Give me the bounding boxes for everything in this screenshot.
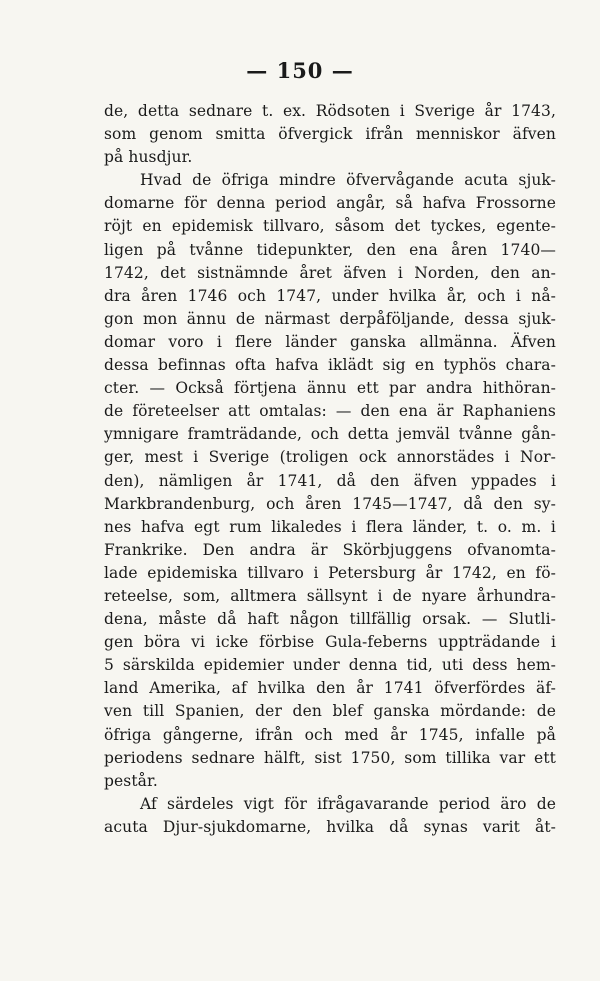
text-line: Hvad de öfriga mindre öfvervågande acuta sjuk- — [140, 171, 556, 190]
text-line: på husdjur. — [104, 148, 193, 167]
body-text — [104, 100, 556, 839]
text-line: Markbrandenburg, och åren 1745—1747, då den sy- — [104, 494, 556, 513]
text-line: röjt en epidemisk tillvaro, såsom det tyckes, egente- — [104, 217, 556, 236]
text-line: 1742, det sistnämnde året äfven i Norden, den an- — [104, 263, 556, 282]
text-line: land Amerika, af hvilka den år 1741 öfverfördes äf- — [104, 679, 556, 698]
text-line: 5 särskilda epidemier under denna tid, uti dess hem- — [104, 656, 556, 675]
text-line: gen böra vi icke förbise Gula-feberns uppträdande i — [104, 633, 556, 652]
text-line: nes hafva egt rum likaledes i flera länder, t. o. m. i — [104, 517, 556, 536]
text-line: domar voro i flere länder ganska allmänna. Äfven — [104, 332, 556, 351]
text-line: domarne för denna period angår, så hafva Frossorne — [104, 194, 556, 213]
text-line: Frankrike. Den andra är Skörbjuggens ofvanomta- — [104, 540, 556, 559]
text-line: dra åren 1746 och 1747, under hvilka år, och i nå- — [104, 286, 556, 305]
text-line: Af särdeles vigt för ifrågavarande period äro de — [140, 794, 556, 813]
text-line: de företeelser att omtalas: — den ena är Raphaniens — [104, 402, 556, 421]
text-line: som genom smitta öfvergick ifrån menniskor äfven — [104, 125, 556, 144]
text-line: periodens sednare hälft, sist 1750, som tillika var ett — [104, 748, 556, 767]
text-line: öfriga gångerne, ifrån och med år 1745, infalle på — [104, 725, 556, 744]
text-line: dessa befinnas ofta hafva iklädt sig en typhös chara- — [104, 356, 556, 375]
text-line: pestår. — [104, 771, 158, 790]
text-line: gon mon ännu de närmast derpåföljande, dessa sjuk- — [104, 309, 556, 328]
page-number: — 150 — — [246, 58, 354, 83]
text-line: acuta Djur-sjukdomarne, hvilka då synas varit åt- — [104, 817, 556, 836]
text-line: lade epidemiska tillvaro i Petersburg år 1742, en fö- — [104, 563, 556, 582]
text-line: den), nämligen år 1741, då den äfven yppades i — [104, 471, 556, 490]
text-line: ven till Spanien, der den blef ganska mördande: de — [104, 702, 556, 721]
text-line: ymnigare framträdande, och detta jemväl tvånne gån- — [104, 425, 556, 444]
text-line: ger, mest i Sverige (troligen ock annorstädes i Nor- — [104, 448, 556, 467]
text-line: dena, måste då haft någon tillfällig orsak. — Slutli- — [104, 610, 556, 629]
text-line: de, detta sednare t. ex. Rödsoten i Sverige år 1743, — [104, 102, 556, 120]
text-line: reteelse, som, alltmera sällsynt i de nyare århundra- — [104, 586, 556, 605]
text-line: cter. — Också förtjena ännu ett par andra hithöran- — [104, 379, 556, 398]
text-line: ligen på tvånne tidepunkter, den ena åren 1740— — [104, 240, 556, 259]
